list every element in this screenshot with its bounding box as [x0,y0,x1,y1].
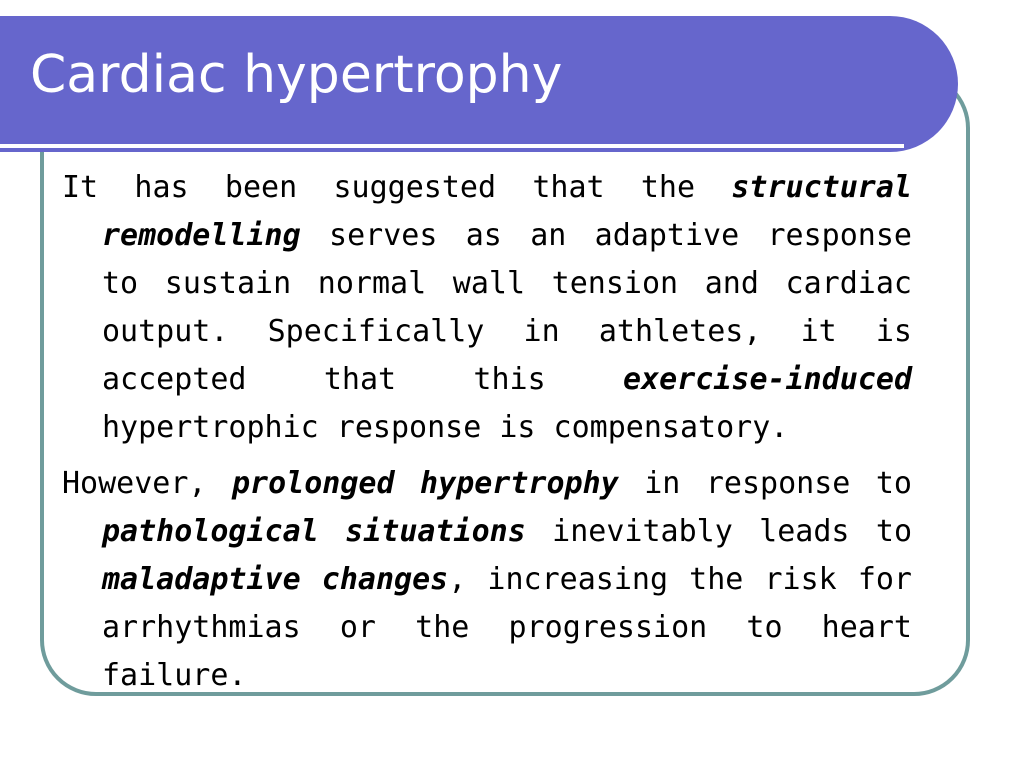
emphasis-prolonged-hypertrophy: prolonged hypertrophy [232,466,619,501]
text-segment: inevitably leads to [525,514,913,549]
text-segment: hypertrophic response is compensatory. [102,410,789,445]
slide-body [62,164,912,708]
paragraph-adaptive-response [62,164,912,452]
text-segment: It has been suggested that the [62,170,732,205]
emphasis-maladaptive-changes: maladaptive changes [102,562,449,597]
title-bar [0,16,958,152]
emphasis-pathological-situations: pathological situations [102,514,526,549]
emphasis-exercise-induced: exercise-induced [623,362,912,397]
text-segment: serves as an adaptive response to sustain normal wall tension and cardiac output. Specifically in athletes, it is accepted that this [102,218,912,397]
emphasis-structural-remodelling: structural remodelling [102,170,912,253]
text-segment: However, [62,466,232,501]
text-segment: in response to [618,466,912,501]
slide-title: Cardiac hypertrophy [30,45,563,105]
paragraph-maladaptive-changes [62,460,912,700]
text-segment: , increasing the risk for arrhythmias or the progression to heart failure. [102,562,912,693]
title-underline [0,144,904,148]
